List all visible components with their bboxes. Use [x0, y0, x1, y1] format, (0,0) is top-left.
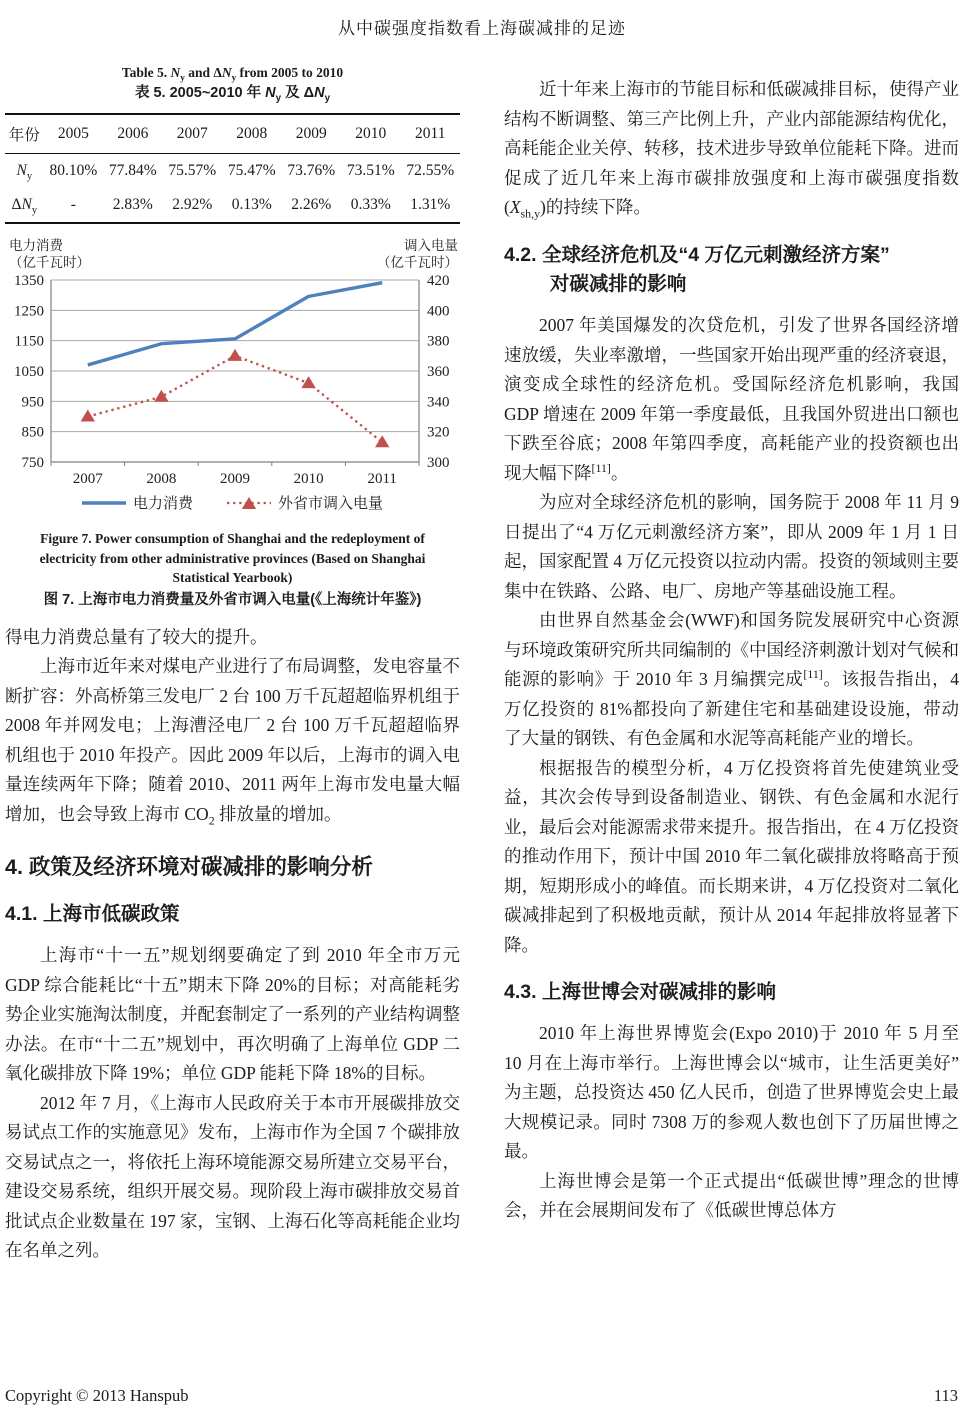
paragraph: 2010 年上海世界博览会(Expo 2010)于 2010 年 5 月至 10 月在上海市举行。上海世博会以“城市，让生活更美好”为主题，总投资达 450 亿人民币，创造了世界博览会史上最大规模记录。同时 7308 万的参观人数也创下了历届世博之最。 — [504, 1023, 959, 1162]
y-tick-label: 950 — [21, 394, 44, 411]
table-cell: 75.47% — [227, 162, 276, 179]
left-column-text — [5, 623, 460, 1266]
right-column — [504, 63, 959, 1266]
row-label-cell: $\Delta N_y$ — [11, 196, 38, 217]
subsection-heading: 4.2. 全球经济危机及“4 万亿元刺激经济方案” 对碳减排的影响 — [504, 243, 890, 295]
y-tick-label: 300 — [427, 455, 450, 471]
y-tick-label: 1350 — [14, 273, 44, 289]
y-tick-label: 750 — [21, 455, 44, 471]
table-cell: 2.26% — [291, 196, 332, 213]
table-cell: 77.84% — [108, 162, 157, 179]
table-cell: 0.13% — [231, 196, 272, 213]
figure7-chart — [5, 234, 460, 521]
table5-caption-en: Table 5. $N_y$ and $\Delta N_y$ from 2005 to 2010 — [121, 65, 344, 83]
gridlines — [51, 280, 419, 462]
paragraph: 由世界自然基金会(WWF)和国务院发展研究中心资源与环境政策研究所共同编制的《中国经济刺激计划对气候和能源的影响》于 2010 年 3 月编撰完成[11]。该报告指出，4 万亿投资的 81%都投向了新建住宅和基础建设设施，带动了大量的钢铁、有色金属和水泥等高耗能产业的增长。 — [504, 610, 959, 748]
paragraph: 上海市近年来对煤电产业进行了布局调整，发电容量不断扩容：外高桥第三发电厂 2 台 100 万千瓦超超临界机组于 2008 年并网发电；上海漕泾电厂 2 台 100 万千瓦超超临界机组也于 2010 年投产。因此 2009 年以后，上海市的调入电量连续两年下降；随着 2010、2011 两年上海市发电量大幅增加，也会导致上海市 $CO_2$ 排放量的增加。 — [5, 656, 460, 828]
table-cell: 73.51% — [346, 162, 395, 179]
figure7-line-chart — [5, 234, 460, 516]
legend-item — [82, 494, 194, 512]
table-header-cell: 2006 — [117, 125, 149, 142]
paragraph: 根据报告的模型分析，4 万亿投资将首先使建筑业受益，其次会传导到设备制造业、钢铁、有色金属和水泥行业，最后会对能源需求带来提升。报告指出，在 4 万亿投资的推动作用下，预计中国 2010 年二氧化碳排放将略高于预期，短期形成小的峰值。而长期来讲，4 万亿投资对二氧化碳减排起到了积极地贡献，预计从 2014 年起排放将显著下降。 — [504, 757, 959, 955]
right-axis-title — [377, 237, 458, 270]
svg-text:（亿千瓦时）: （亿千瓦时） — [9, 255, 90, 270]
legend-label: 外省市调入电量 — [278, 496, 384, 512]
left-axis-title — [9, 237, 90, 270]
paragraph: 2007 年美国爆发的次贷危机，引发了世界各国经济增速放缓，失业率激增，一些国家开始出现严重的经济衰退，演变成全球性的经济危机。受国际经济危机影响，我国 GDP 增速在 2009 年第一季度最低，且我国外贸进出口额也下跌至谷底；2008 年第四季度，高耗能产业的投资额也出现大幅下降[11]。 — [504, 315, 959, 483]
figure7-caption-zh: 图 7. 上海市电力消费量及外省市调入电量(《上海统计年鉴》) — [43, 591, 422, 608]
right-column-text — [504, 75, 959, 1226]
table-header-cell: 2005 — [57, 125, 89, 142]
paragraph: 得电力消费总量有了较大的提升。 — [5, 626, 268, 647]
section-heading: 4. 政策及经济环境对碳减排的影响分析 — [5, 855, 373, 880]
row-label-cell: $N_y$ — [16, 162, 33, 183]
y-axis-right-labels — [427, 273, 450, 471]
chart-legend — [82, 494, 383, 512]
table-cell: - — [70, 196, 76, 213]
legend-item — [227, 494, 383, 512]
y-tick-label: 360 — [427, 364, 450, 380]
table-row — [5, 188, 460, 223]
triangle-marker — [375, 435, 389, 447]
page-footer — [5, 1386, 958, 1406]
y-tick-label: 1150 — [14, 333, 44, 350]
triangle-marker — [242, 497, 256, 509]
paragraph: 上海世博会是第一个正式提出“低碳世博”理念的世博会，并在会展期间发布了《低碳世博总体方 — [504, 1170, 959, 1221]
y-tick-label: 1250 — [14, 303, 44, 320]
x-tick-label: 2011 — [367, 471, 397, 487]
table-cell: 73.76% — [287, 162, 336, 179]
series-imported-electricity — [81, 349, 390, 447]
paragraph: 2012 年 7 月，《上海市人民政府关于本市开展碳排放交易试点工作的实施意见》发布，上海市作为全国 7 个碳排放交易试点之一，将依托上海环境能源交易所建立交易平台，建设交易系统，组织开展交易。现阶段上海市碳排放交易首批试点企业数量在 197 家，宝钢、上海石化等高耗能企业均在名单之列。 — [5, 1092, 460, 1261]
svg-text:（亿千瓦时）: （亿千瓦时） — [377, 255, 458, 270]
y-tick-label: 850 — [21, 424, 44, 441]
y-tick-label: 400 — [427, 303, 450, 320]
triangle-marker — [81, 410, 95, 422]
table-header-cell: 2011 — [415, 125, 446, 142]
left-column — [5, 63, 460, 1266]
y-tick-label: 340 — [427, 394, 450, 411]
table-header-cell: 年份 — [8, 127, 40, 144]
table-cell: 0.33% — [350, 196, 391, 213]
paragraph: 为应对全球经济危机的影响，国务院于 2008 年 11 月 9 日提出了“4 万亿元刺激经济方案”，即从 2009 年 1 月 1 日起，国家配置 4 万亿元投资以拉动内需。投资的领域则主要集中在铁路、公路、电厂、房地产等基础设施工程。 — [504, 492, 959, 601]
x-tick-label: 2009 — [220, 471, 250, 487]
x-axis-labels — [73, 471, 397, 487]
table-cell: 80.10% — [49, 162, 98, 179]
x-tick-label: 2008 — [146, 471, 177, 487]
page-title: 从中碳强度指数看上海碳减排的足迹 — [338, 19, 626, 38]
table-cell: 2.83% — [112, 196, 153, 213]
table-cell: 75.57% — [168, 162, 217, 179]
triangle-marker — [154, 390, 168, 402]
table-header-cell: 2010 — [355, 125, 387, 142]
table-cell: 2.92% — [172, 196, 213, 213]
table-row — [5, 154, 460, 189]
table-cell: 1.31% — [410, 196, 451, 213]
x-tick-label: 2007 — [72, 471, 103, 487]
subsection-heading: 4.3. 上海世博会对碳减排的影响 — [504, 981, 776, 1003]
y-tick-label: 380 — [427, 333, 450, 350]
table-cell: 72.55% — [406, 162, 455, 179]
table-header-cell: 2007 — [176, 125, 208, 142]
y-tick-label: 420 — [427, 273, 450, 289]
table5-caption-zh: 表 5. 2005~2010 年 $N_y$ 及 $\Delta N_y$ — [134, 85, 331, 105]
two-column-body — [5, 63, 959, 1266]
legend-label: 电力消费 — [133, 496, 194, 512]
x-tick-label: 2010 — [293, 471, 324, 487]
footer-page-number: 113 — [933, 1386, 958, 1405]
table5 — [5, 113, 460, 224]
figure7-caption-en: Figure 7. Power consumption of Shanghai and the redeployment of electricity from other administrative provinces (Based on Shanghai Statistical Yearbook) — [39, 531, 426, 586]
footer-copyright: Copyright © 2013 Hanspub — [5, 1386, 189, 1405]
triangle-marker — [228, 349, 242, 361]
subsection-heading: 4.1. 上海市低碳政策 — [5, 903, 180, 926]
table-header-cell: 2009 — [295, 125, 327, 142]
table-header-row — [5, 114, 460, 154]
paragraph: 近十年来上海市的节能目标和低碳减排目标，使得产业结构不断调整、第三产比例上升，产业内部能源结构优化，高耗能企业关停、转移，技术进步导致单位能耗下降。进而促成了近几年来上海市碳排放强度和上海市碳强度指数$(X_{sh,y})$的持续下降。 — [504, 79, 959, 221]
svg-text:电力消费: 电力消费 — [9, 238, 63, 253]
paragraph: 上海市“十一五”规划纲要确定了到 2010 年全市万元 GDP 综合能耗比“十五”期末下降 20%的目标；对高能耗劣势企业实施淘汰制度，并配套制定了一系列的产业结构调整办法。在市“十二五”规划中，再次明确了上海单位 GDP 二氧化碳排放下降 19%；单位 GDP 能耗下降 18%的目标。 — [5, 945, 460, 1084]
svg-text:调入电量: 调入电量 — [404, 238, 458, 253]
y-tick-label: 320 — [427, 424, 450, 441]
table-header-cell: 2008 — [236, 125, 268, 142]
y-tick-label: 1050 — [14, 364, 44, 380]
y-axis-left-labels — [14, 273, 44, 471]
